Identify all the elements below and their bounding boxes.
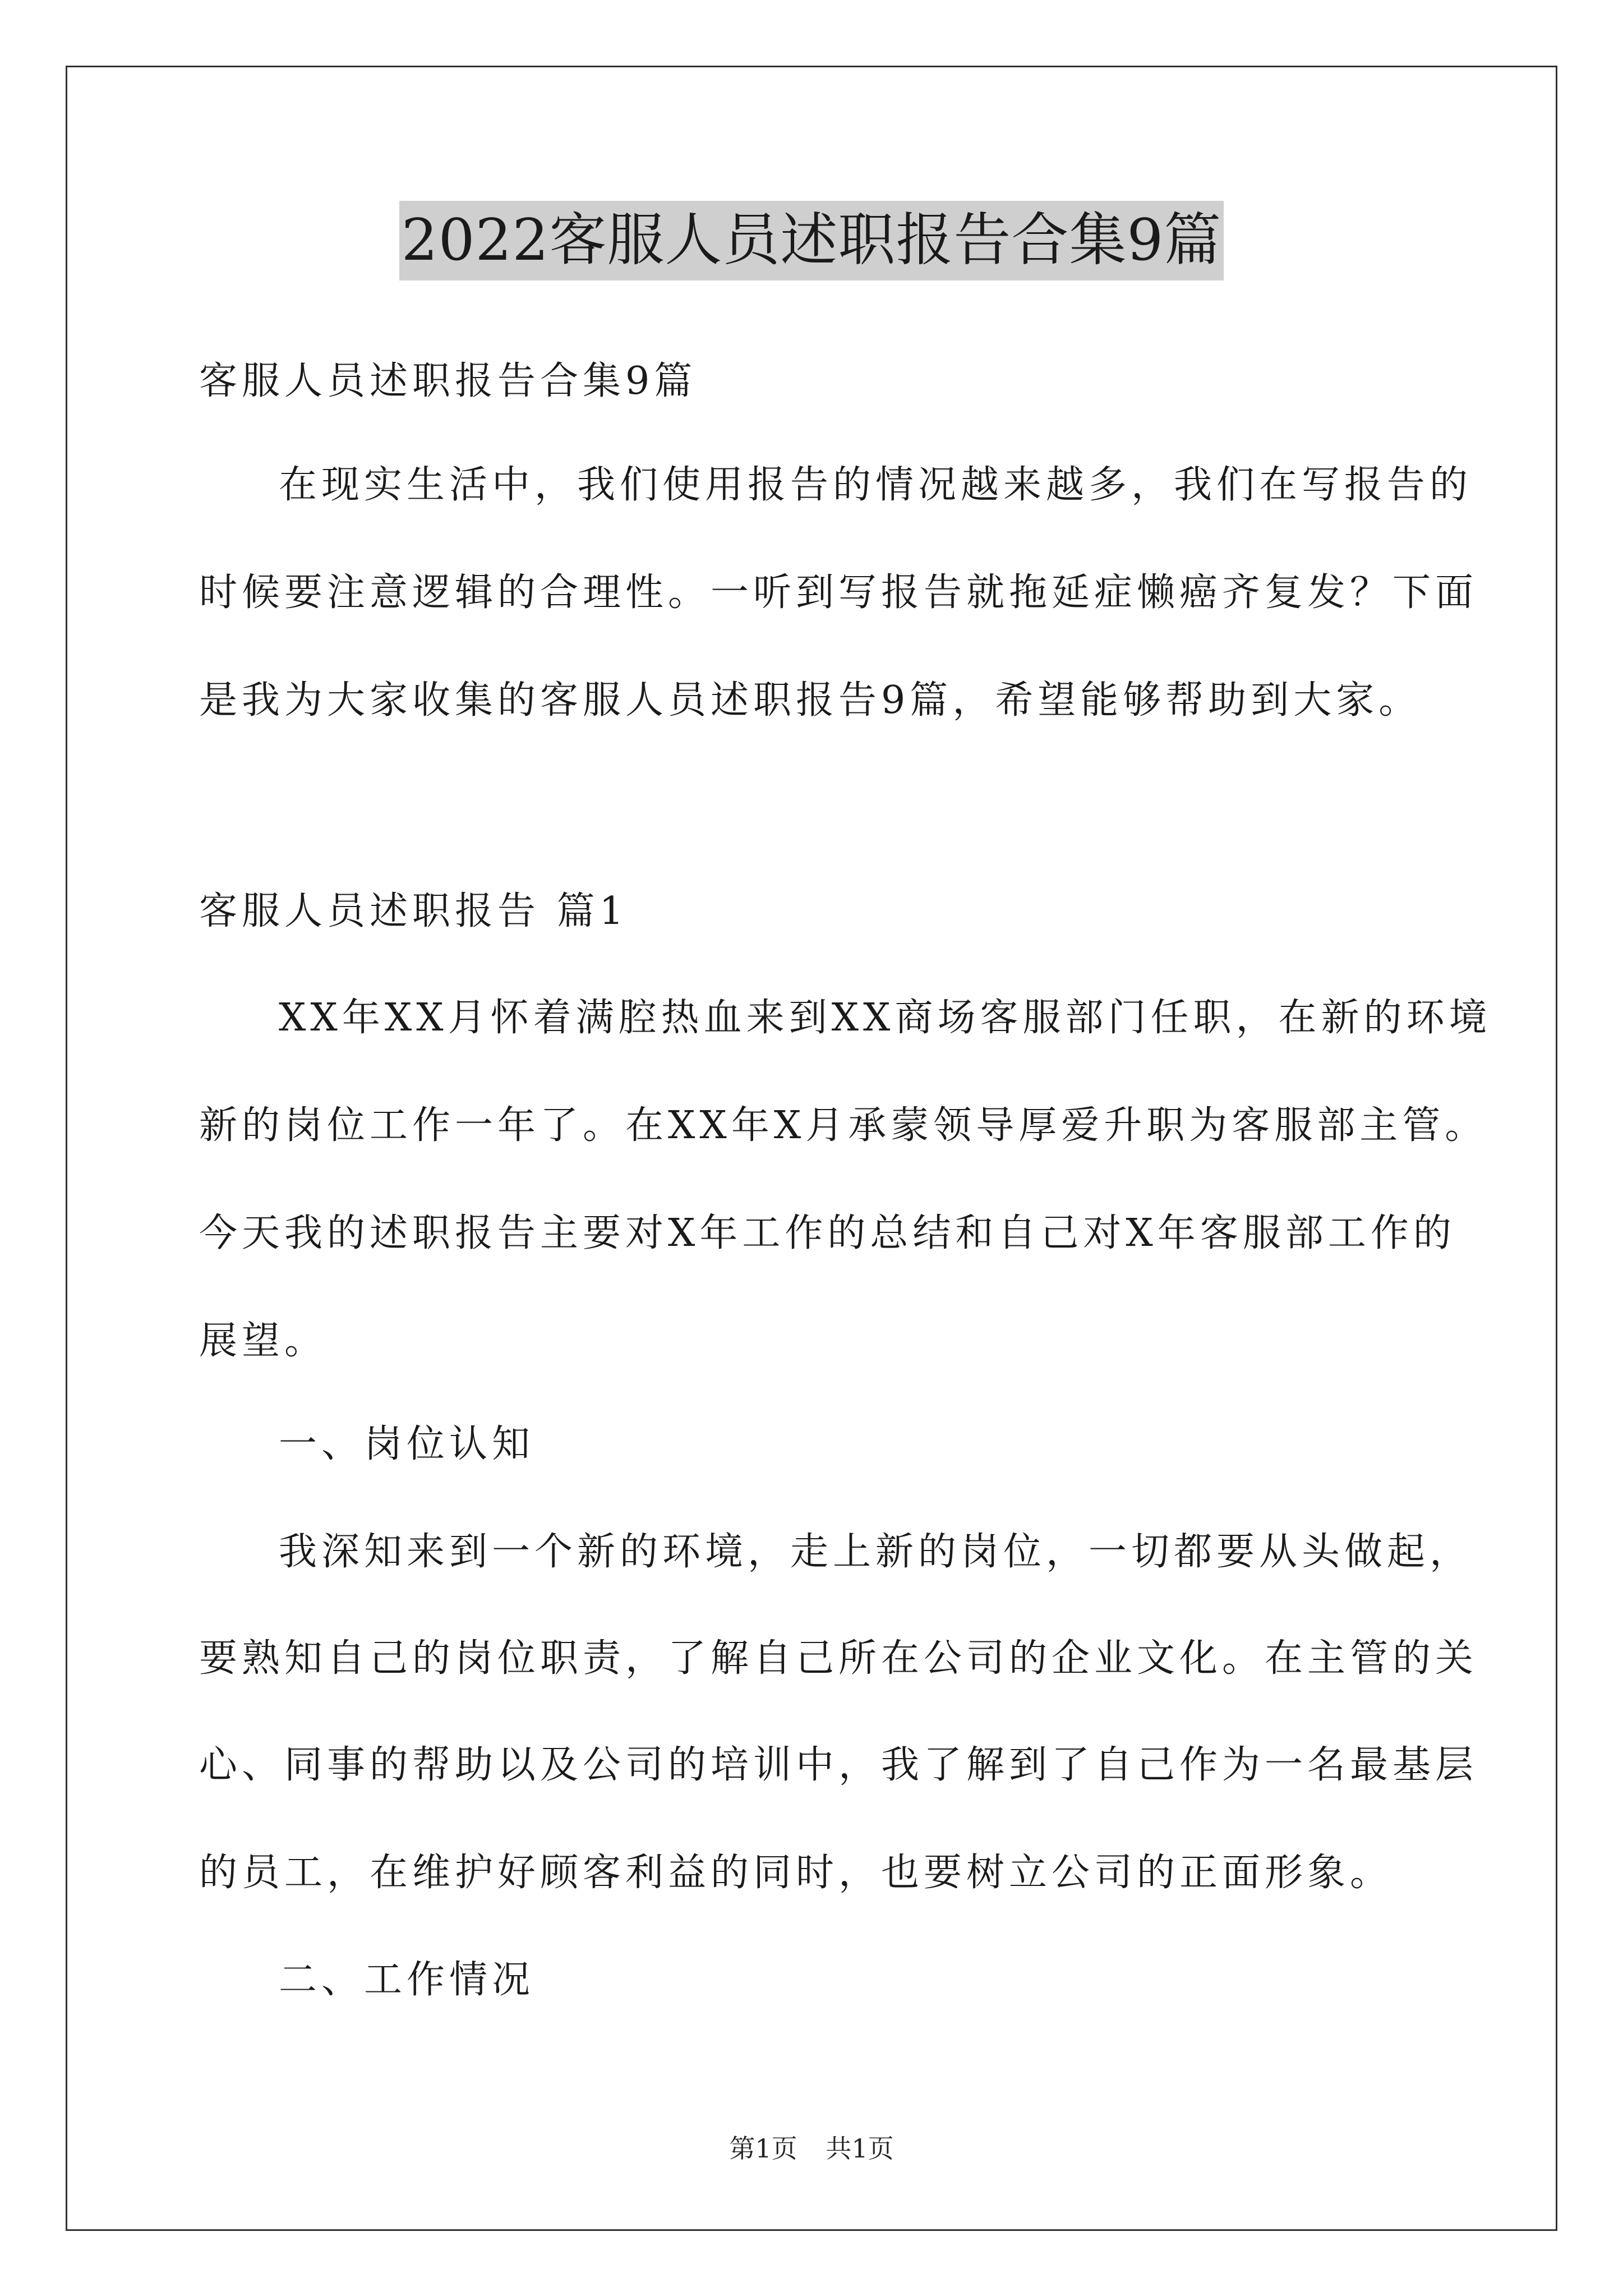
para2-line-1: 我深知来到一个新的环境，走上新的岗位，一切都要从头做起， (279, 1530, 1473, 1574)
para1-line-1: XX年XX月怀着满腔热血来到XX商场客服部门任职，在新的环境 (279, 996, 1492, 1040)
document-subtitle: 客服人员述职报告合集9篇 (199, 359, 697, 403)
para2-line-4: 的员工，在维护好顾客利益的同时，也要树立公司的正面形象。 (199, 1851, 1393, 1895)
heading-one: 一、岗位认知 (279, 1422, 535, 1466)
heading-two: 二、工作情况 (279, 1958, 535, 2002)
para1-line-3: 今天我的述职报告主要对X年工作的总结和自己对X年客服部工作的 (199, 1211, 1456, 1255)
para2-line-3: 心、同事的帮助以及公司的培训中，我了解到了自己作为一名最基层 (199, 1743, 1478, 1787)
para1-line-2: 新的岗位工作一年了。在XX年X月承蒙领导厚爱升职为客服部主管。 (199, 1103, 1488, 1148)
intro-line-3: 是我为大家收集的客服人员述职报告9篇，希望能够帮助到大家。 (199, 678, 1422, 723)
para2-line-2: 要熟知自己的岗位职责，了解自己所在公司的企业文化。在主管的关 (199, 1636, 1478, 1681)
intro-line-2: 时候要注意逻辑的合理性。一听到写报告就拖延症懒癌齐复发？下面 (199, 570, 1478, 615)
page-number-current: 第1页 (729, 2133, 797, 2164)
section-heading: 客服人员述职报告 篇1 (199, 889, 628, 933)
title-container (0, 201, 1623, 280)
intro-line-1: 在现实生活中，我们使用报告的情况越来越多，我们在写报告的 (279, 463, 1473, 507)
page-footer (0, 2132, 1623, 2165)
page-number-total: 共1页 (826, 2133, 894, 2164)
para1-line-4: 展望。 (199, 1319, 328, 1363)
document-title: 2022客服人员述职报告合集9篇 (399, 201, 1224, 280)
